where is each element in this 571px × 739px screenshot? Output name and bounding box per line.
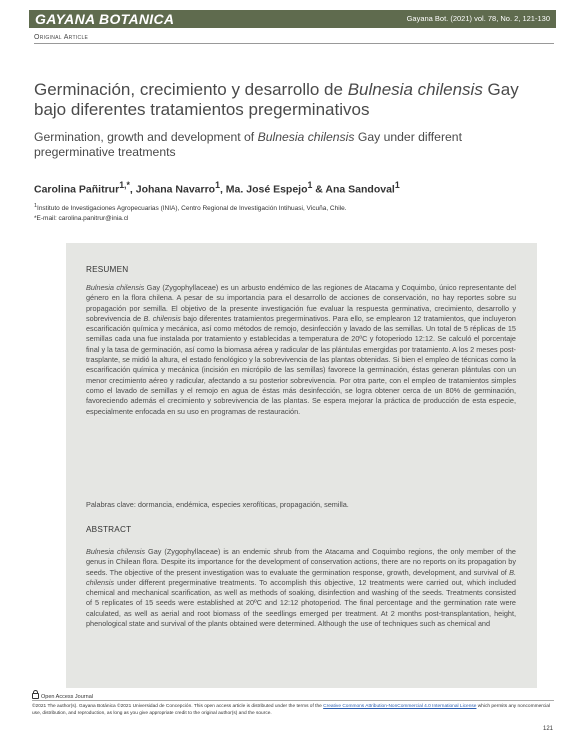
resumen-species-2: B. chilensis: [143, 313, 181, 323]
resumen-heading: RESUMEN: [86, 265, 129, 274]
abstract-heading: ABSTRACT: [86, 525, 132, 534]
author-3: , Ma. José Espejo: [219, 183, 308, 196]
article-type: Original Article: [34, 34, 89, 41]
resumen-text-2: bajo diferentes tratamientos pregerminativos. Para ello, se emplearon 12 tratamientos, que incluyeron escarificación química y mecánica, así como métodos de remojo, desinfección y lavado de las semillas. Un total de 5 réplicas de 15 semillas cada una fue instalada por tratamiento y establecidas a temperatura de 20ºC y fotoperiodo 12:12. Se calculó el porcentaje final y la tasa de germinación, así como la biomasa aérea y radicular de las plántulas emergidas por tratamiento. A los 2 meses post-trasplante, se midió la altura, el estado fenológico y la sobrevivencia de las plantas obtenidas. Si bien el empleo de técnicas como la escarificación química y mecánica (incisión en micrópilo de las semillas) favorece la germinación, éstas generan plántulas con un menor crecimiento aéreo y radicular, afectando a su posterior sobrevivencia. Por otra parte, con el empleo de tratamientos simples como el lavado de semillas y el remojo en agua de éstas más desinfección, se logra obtener cerca de un 80% de germinación, favoreciendo además el crecimiento y sobrevivencia de las plantas. Se espera mejorar la práctica de producción de esta especie, especialmente enfocada en su uso en programas de restauración.: [86, 313, 516, 416]
author-1-affil: 1,*: [119, 180, 130, 190]
author-2: , Johana Navarro: [129, 183, 216, 196]
author-2-affil: 1: [215, 180, 220, 190]
keywords-list: dormancia, endémica, especies xerofíticas, propagación, semilla.: [135, 500, 349, 509]
license-notice: [32, 703, 554, 717]
journal-citation: Gayana Bot. (2021) vol. 78, No. 2, 121-130: [406, 14, 550, 23]
open-lock-icon: [32, 693, 39, 699]
page-number: 121: [542, 726, 553, 732]
abstract-text-1: Gay (Zygophyllaceae) is an endemic shrub from the Atacama and Coquimbo regions, the only member of the genus in Chilean flora. Despite its importance for the development of conservation actions, there are no reports on its propagation by seeds. The objective of the present investigation was to evaluate the germination response, growth, development, and survival of: [86, 547, 516, 577]
license-text-post: which permits any noncommercial use, distribution, and reproduction, as long as you give appropriate credit to the original author(s) and the source.: [32, 704, 551, 716]
journal-name: GAYANA BOTANICA: [35, 11, 175, 27]
footer-divider: [32, 700, 554, 701]
title-en-post: Gay under different pregerminative treatments: [34, 130, 462, 159]
title-es-pre: Germinación, crecimiento y desarrollo de: [34, 80, 348, 99]
author-1: Carolina Pañitrur: [34, 183, 120, 196]
resumen-species: Bulnesia chilensis: [86, 283, 145, 292]
affiliation: [34, 203, 554, 212]
open-access-text: Open Access Journal: [41, 694, 93, 700]
header-divider: [34, 43, 554, 44]
open-access-label: [32, 692, 93, 700]
title-es-post: Gay bajo diferentes tratamientos pregerminativos: [34, 80, 519, 119]
title-en-species: Bulnesia chilensis: [257, 130, 355, 144]
abstract-box: [66, 243, 537, 688]
title-english: [34, 130, 544, 160]
title-en-pre: Germination, growth and development of: [34, 130, 258, 144]
license-text-pre: ©2021 The author(s). Gayana Botánica ©2021 Universidad de Concepción. This open access article is distributed under the terms of the: [32, 704, 324, 709]
license-link[interactable]: Creative Commons Attribution-NonCommercial 4.0 International License: [323, 704, 477, 709]
resumen-text-1: Gay (Zygophyllaceae) es un arbusto endémico de las regiones de Atacama y Coquimbo, único representante del género en la flora chilena. A pesar de su importancia para el desarrollo de acciones de conservación, no hay reportes sobre su propagación por semilla. El objetivo de la presente investigación fue evaluar la respuesta germinativa, crecimiento, desarrollo y sobrevivencia de: [86, 283, 516, 323]
journal-header-bar: [29, 10, 556, 28]
author-4-affil: 1: [394, 180, 400, 190]
affiliation-text: Instituto de Investigaciones Agropecuarias (INIA), Centro Regional de Investigación Intihuasi, Vicuña, Chile.: [37, 205, 347, 213]
resumen-body: [86, 283, 516, 417]
title-es-species: Bulnesia chilensis: [347, 80, 483, 99]
title-spanish: [34, 80, 544, 120]
affiliation-marker: 1: [34, 203, 38, 209]
abstract-species: Bulnesia chilensis: [86, 547, 145, 556]
author-3-affil: 1: [307, 180, 313, 190]
corresponding-email: *E-mail: carolina.panitrur@inia.cl: [34, 215, 129, 222]
keywords: [86, 500, 516, 509]
abstract-body: [86, 547, 516, 629]
author-4: & Ana Sandoval: [312, 183, 395, 196]
author-list: [34, 180, 554, 196]
abstract-species-2: B. chilensis: [86, 567, 516, 587]
keywords-label: Palabras clave:: [86, 500, 136, 509]
abstract-text-2: under different pregerminative treatments. To accomplish this objective, 12 treatments were carried out, which included chemical and mechanical scarification, as well as methods of soaking, disinfection and washing of the seeds. Treatments consisted of 5 replicates of 15 seeds were established at 20ºC and 12:12 photoperiod. The final percentage and the germination rate were calculated, as well as aerial and root biomass of the seedlings emerged per treatment. At 2 months post-transplantation, height, phenological state and survival of the plants obtained were determined. Although the use of techniques such as chemical and: [86, 577, 516, 629]
